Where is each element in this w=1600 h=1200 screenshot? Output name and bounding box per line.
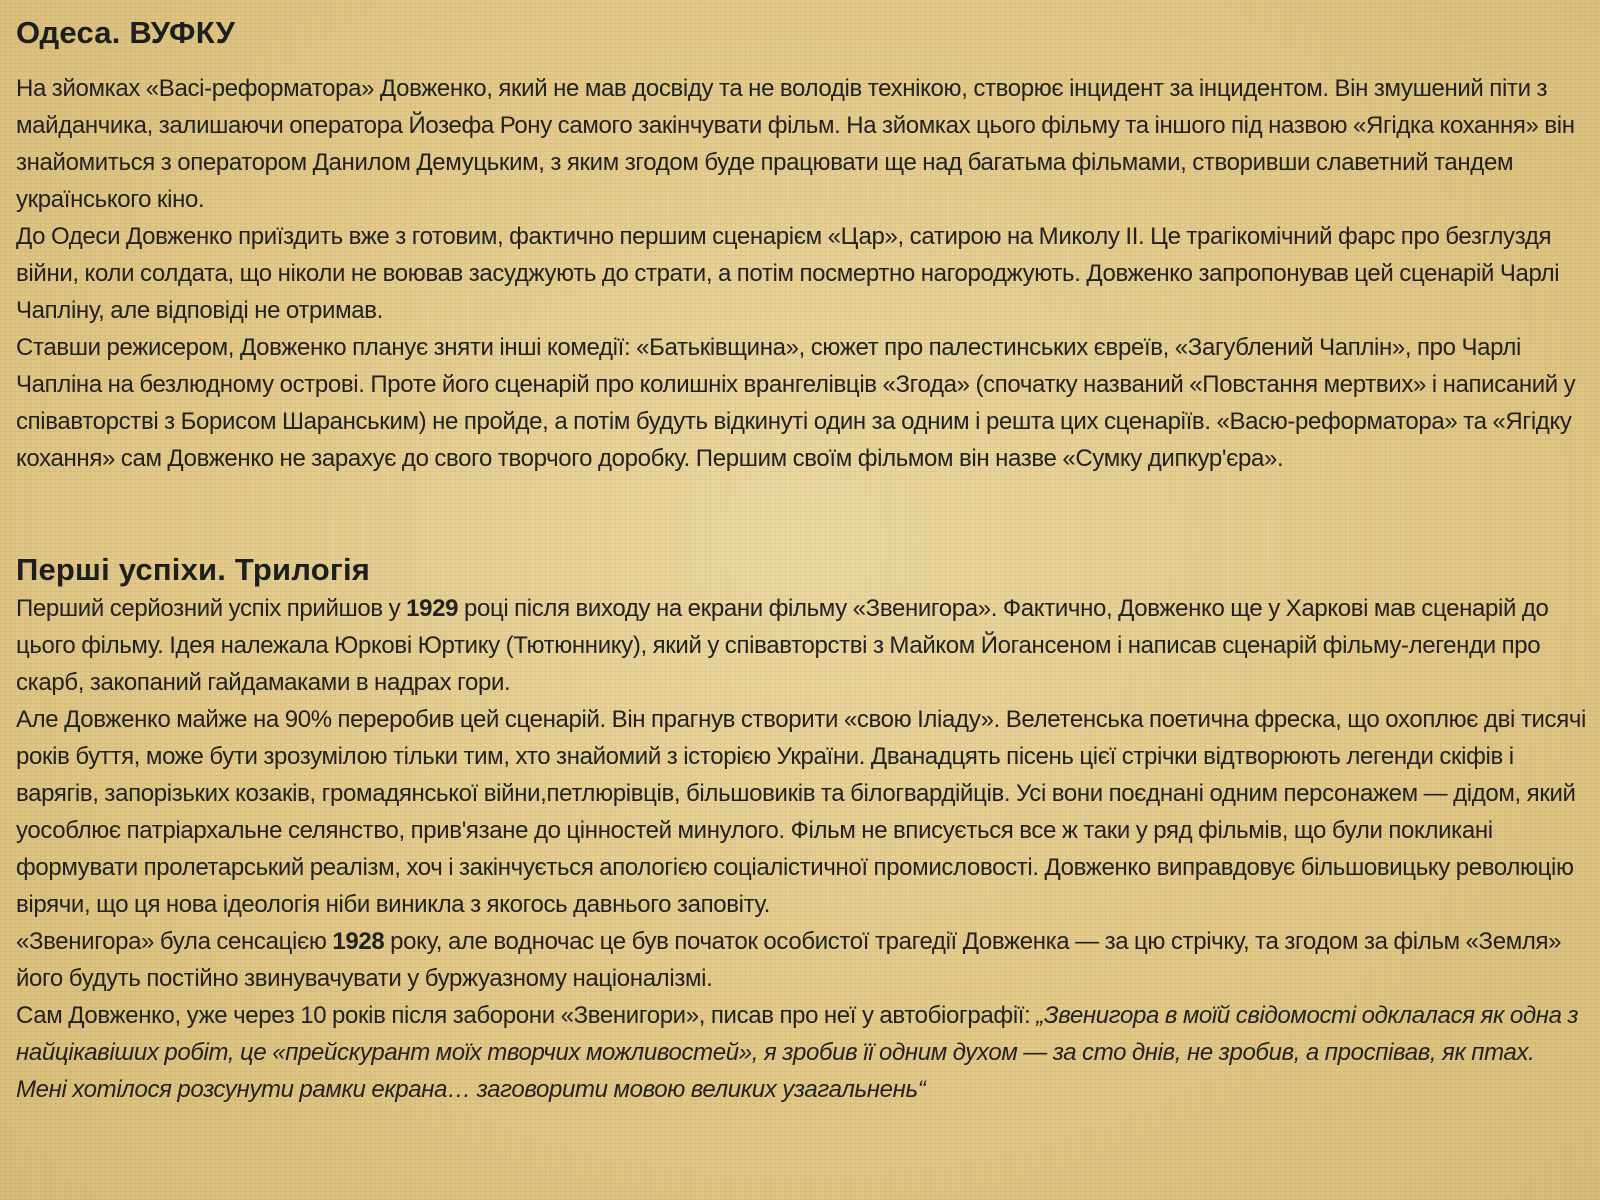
year-1929: 1929 bbox=[406, 595, 459, 622]
autobiography-quote: „Звенигора в моїй свідомості одклалася як одна з найцікавіших робіт, це «прейскурант моїх творчих можливостей», я зробив її одним духом — за сто днів, не зробив, а проспівав, як птах. Мені хотілося розсунути рамки екрана… заговорити мовою великих узагальнень“ bbox=[16, 1002, 1579, 1103]
paragraph-other-comedies: Ставши режисером, Довженко планує зняти інші комедії: «Батьківщина», сюжет про палестинських євреїв, «Загублений Чаплін», про Чарлі Чапліна на безлюдному острові. Проте його сценарій про колишніх врангелівців «Згода» (спочатку названий «Повстання мертвих» і написаний у співавторстві з Борисом Шаранським) не пройде, а потім будуть відкинуті один за одним і решта цих сценаріїв. «Васю-реформатора» та «Ягідку кохання» сам Довженко не зарахує до свого творчого доробку. Першим своїм фільмом він назве «Сумку дипкур'єра». bbox=[16, 334, 1576, 472]
text-fragment: «Звенигора» була сенсацією bbox=[16, 928, 333, 955]
paragraph-tsar-scenario: До Одеси Довженко приїздить вже з готовим, фактично першим сценарієм «Цар», сатирою на Миколу II. Це трагікомічний фарс про безглуздя війни, коли солдата, що ніколи не воював засуджують до страти, а потім посмертно нагороджують. Довженко запропонував цей сценарій Чарлі Чапліну, але відповіді не отримав. bbox=[16, 223, 1560, 324]
paragraph-vasia-reformator: На зйомках «Васі-реформатора» Довженко, який не мав досвіду та не володів технікою, створює інцидент за інцидентом. Він змушений піти з майданчика, залишаючи оператора Йозефа Рону самого закінчувати фільм. На зйомках цього фільму та іншого під назвою «Ягідка кохання» він знайомиться з оператором Данилом Демуцьким, з яким згодом буде працювати ще над багатьма фільмами, створивши славетний тандем українського кіно. bbox=[16, 75, 1575, 213]
text-block-first-successes bbox=[16, 590, 1586, 1108]
text-fragment: Сам Довженко, уже через 10 років після заборони «Звенигори», писав про неї у автобіографії: bbox=[16, 1002, 1037, 1029]
year-1928: 1928 bbox=[332, 928, 385, 955]
paragraph-zvenyhora-success bbox=[16, 590, 1586, 701]
text-block-odesa bbox=[16, 70, 1586, 477]
paragraph-sensation bbox=[16, 923, 1586, 997]
paragraph-autobiography bbox=[16, 997, 1586, 1108]
text-fragment: року, але водночас це був початок особистої трагедії Довженка — за цю стрічку, та згодом за фільм «Земля» його будуть постійно звинувачувати у буржуазному націоналізмі. bbox=[16, 928, 1562, 992]
slide bbox=[16, 0, 1586, 1200]
text-fragment: році після виходу на екрани фільму «Звенигора». Фактично, Довженко ще у Харкові мав сценарій до цього фільму. Ідея належала Юркові Юртику (Тютюннику), який у співавторстві з Майком Йогансеном і написав сценарій фільму-легенди про скарб, закопаний гайдамаками в надрах гори. bbox=[16, 595, 1549, 696]
paragraph-iliad: Але Довженко майже на 90% переробив цей сценарій. Він прагнув створити «свою Іліаду». Велетенська поетична фреска, що охоплює дві тисячі років буття, може бути зрозумілою тільки тим, хто знайомий з історією України. Дванадцять пісень цієї стрічки відтворюють легенди скіфів і варягів, запорізьких козаків, громадянської війни,петлюрівців, більшовиків та білогвардійців. Усі вони поєднані одним персонажем — дідом, який уособлює патріархальне селянство, прив'язане до цінностей минулого. Фільм не вписується все ж таки у ряд фільмів, що були покликані формувати пролетарський реалізм, хоч і закінчується апологією соціалістичної промисловості. Довженко виправдовує більшовицьку революцію вірячи, що ця нова ідеологія ніби виникла з якогось давнього заповіту. bbox=[16, 706, 1586, 918]
section-title-odesa: Одеса. ВУФКУ bbox=[16, 15, 236, 50]
section-title-first-successes: Перші успіхи. Трилогія bbox=[16, 552, 371, 587]
text-fragment: Перший серйозний успіх прийшов у bbox=[16, 595, 407, 622]
